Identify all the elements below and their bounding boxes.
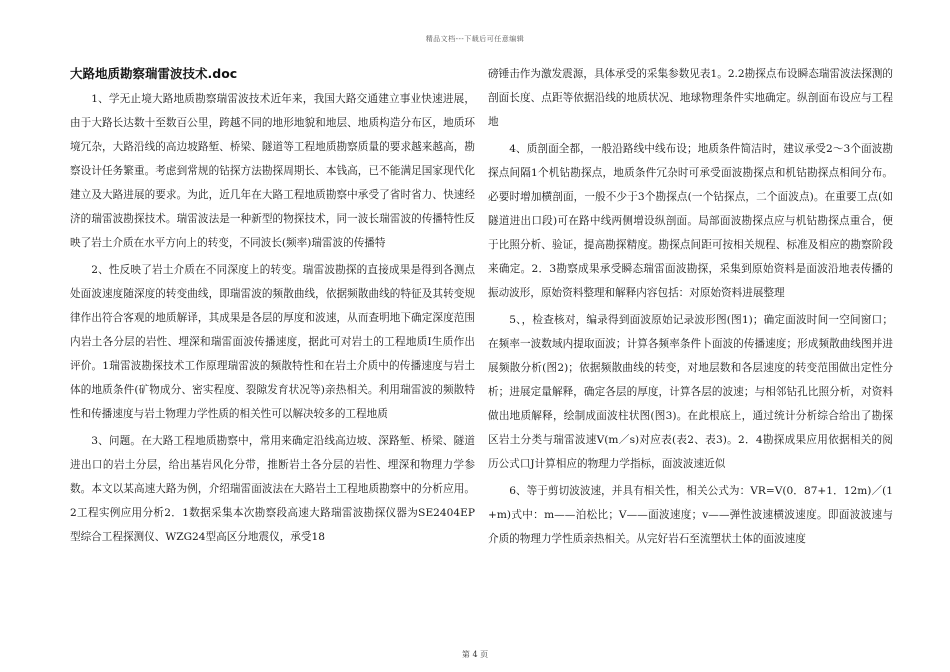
page-header: 精品文档---下载后可任意编辑 (425, 35, 525, 43)
left-column (70, 62, 475, 552)
right-column (488, 62, 893, 554)
paragraph-6: 6、等于剪切波波速，并具有相关性，相关公式为：VR=V(0．87+1．12m)／(1+m)式中：m——泊松比；V——面波速度；v——弹性波速横波速度。即面波波速与介质的物理力学性质亲热相关。从完好岩石至流塑状土体的面波速度 (488, 485, 893, 545)
page-footer: 第 4 页 (461, 650, 489, 659)
paragraph-3-continued: 磅锤击作为激发震源，具体承受的采集参数见表1。2.2勘探点布设瞬态瑞雷波法探测的剖面长度、点距等依据沿线的地质状况、地球物理条件实地确定。纵剖面布设应与工程地 (488, 68, 893, 128)
paragraph-5: 5、，检查核对，编录得到面波原始记录波形图(图1)；确定面波时间一空间窗口；在频率一波数域内提取面波；计算各频率条件卜面波的传播速度；形成频散曲线图并进展频散分析(图2)；依据频散曲线的转变，对地层数和各层速度的转变范围做出定性分析；进展定量解释，确定各层的厚度，计算各层的波速；与相邻钻孔比照分析，对资料做出地质解释，绘制成面波柱状图(图3)。在此根底上，通过统计分析综合给出了勘探区岩土分类与瑞雷波速V(m／s)对应表(表2、表3)。2．4勘探成果应用依据相关的阅历公式口J计算相应的物理力学指标，面波波速近似 (488, 314, 893, 470)
paragraph-1: 1、学无止境大路地质勘察瑞雷波技术近年来，我国大路交通建立事业快速进展，由于大路长达数十至数百公里，跨越不同的地形地貌和地层、地质构造分布区，地质环境冗杂，大路沿线的高边坡路堑、桥梁、隧道等工程地质勘察质量的要求越来越高，勘察设计任务繁重。考虑到常规的钻探方法勘探周期长、本钱高，已不能满足国家现代化建立及大路进展的要求。为此，近几年在大路工程地质勘察中承受了省时省力、快速经济的瑞雷波勘探技术。瑞雷波法是一种新型的物探技术，同一波长瑞雷波的传播特性反映了岩土介质在水平方向上的转变，不同波长(频率)瑞雷波的传播特 (70, 93, 475, 249)
document-title: 大路地质勘察瑞雷波技术.doc (70, 66, 238, 81)
paragraph-4: 4、质剖面全都，一般沿路线中线布设；地质条件简洁时，建议承受2～3个面波勘探点间隔1个机钻勘探点，地质条件冗杂时可承受面波勘探点和机钻勘探点相间分布。必要时增加横剖面，一般不少于3个勘探点(一个钻探点，二个面波点)。在重要工点(如隧道进出口段)可在路中线两侧增设纵剖面。局部面波勘探点应与机钻勘探点重合，便于比照分析、验证，提高勘探精度。勘探点间距可按相关规程、标准及相应的勘察阶段来确定。2．3勘察成果承受瞬态瑞雷面波勘探，采集到原始资料是面波沿地表传播的振动波形，原始资料整理和解释内容包括：对原始资料进展整理 (488, 143, 893, 299)
paragraph-2: 2、性反映了岩土介质在不同深度上的转变。瑞雷波勘探的直接成果是得到各测点处面波速度随深度的转变曲线，即瑞雷波的频散曲线，依据频散曲线的特征及其转变规律作出符合客观的地质解译，其成果是各层的厚度和波速，从而查明地下确定深度范围内岩土各分层的岩性、埋深和瑞雷面波传播速度，据此可对岩土的工程地质I生质作出评价。1瑞雷波勘探技术工作原理瑞雷波的频散特性和在岩土介质中的传播速度与岩土体的地质条件(矿物成分、密实程度、裂隙发育状况等)亲热相关。利用瑞雷波的频散特性和传播速度与岩土物理力学性质的相关性可以解决较多的工程地质 (70, 264, 475, 420)
paragraph-3: 3、问题。在大路工程地质勘察中，常用来确定沿线高边坡、深路堑、桥梁、隧道进出口的岩土分层，给出基岩风化分带，推断岩土各分层的岩性、埋深和物理力学参数。本文以某高速大路为例，介绍瑞雷面波法在大路岩土工程地质勘察中的分析应用。2工程实例应用分析2．1数据采集本次勘察段高速大路瑞雷波勘探仪器为SE2404EP型综合工程探测仪、WZG24型高区分地震仪，承受18 (70, 435, 475, 543)
